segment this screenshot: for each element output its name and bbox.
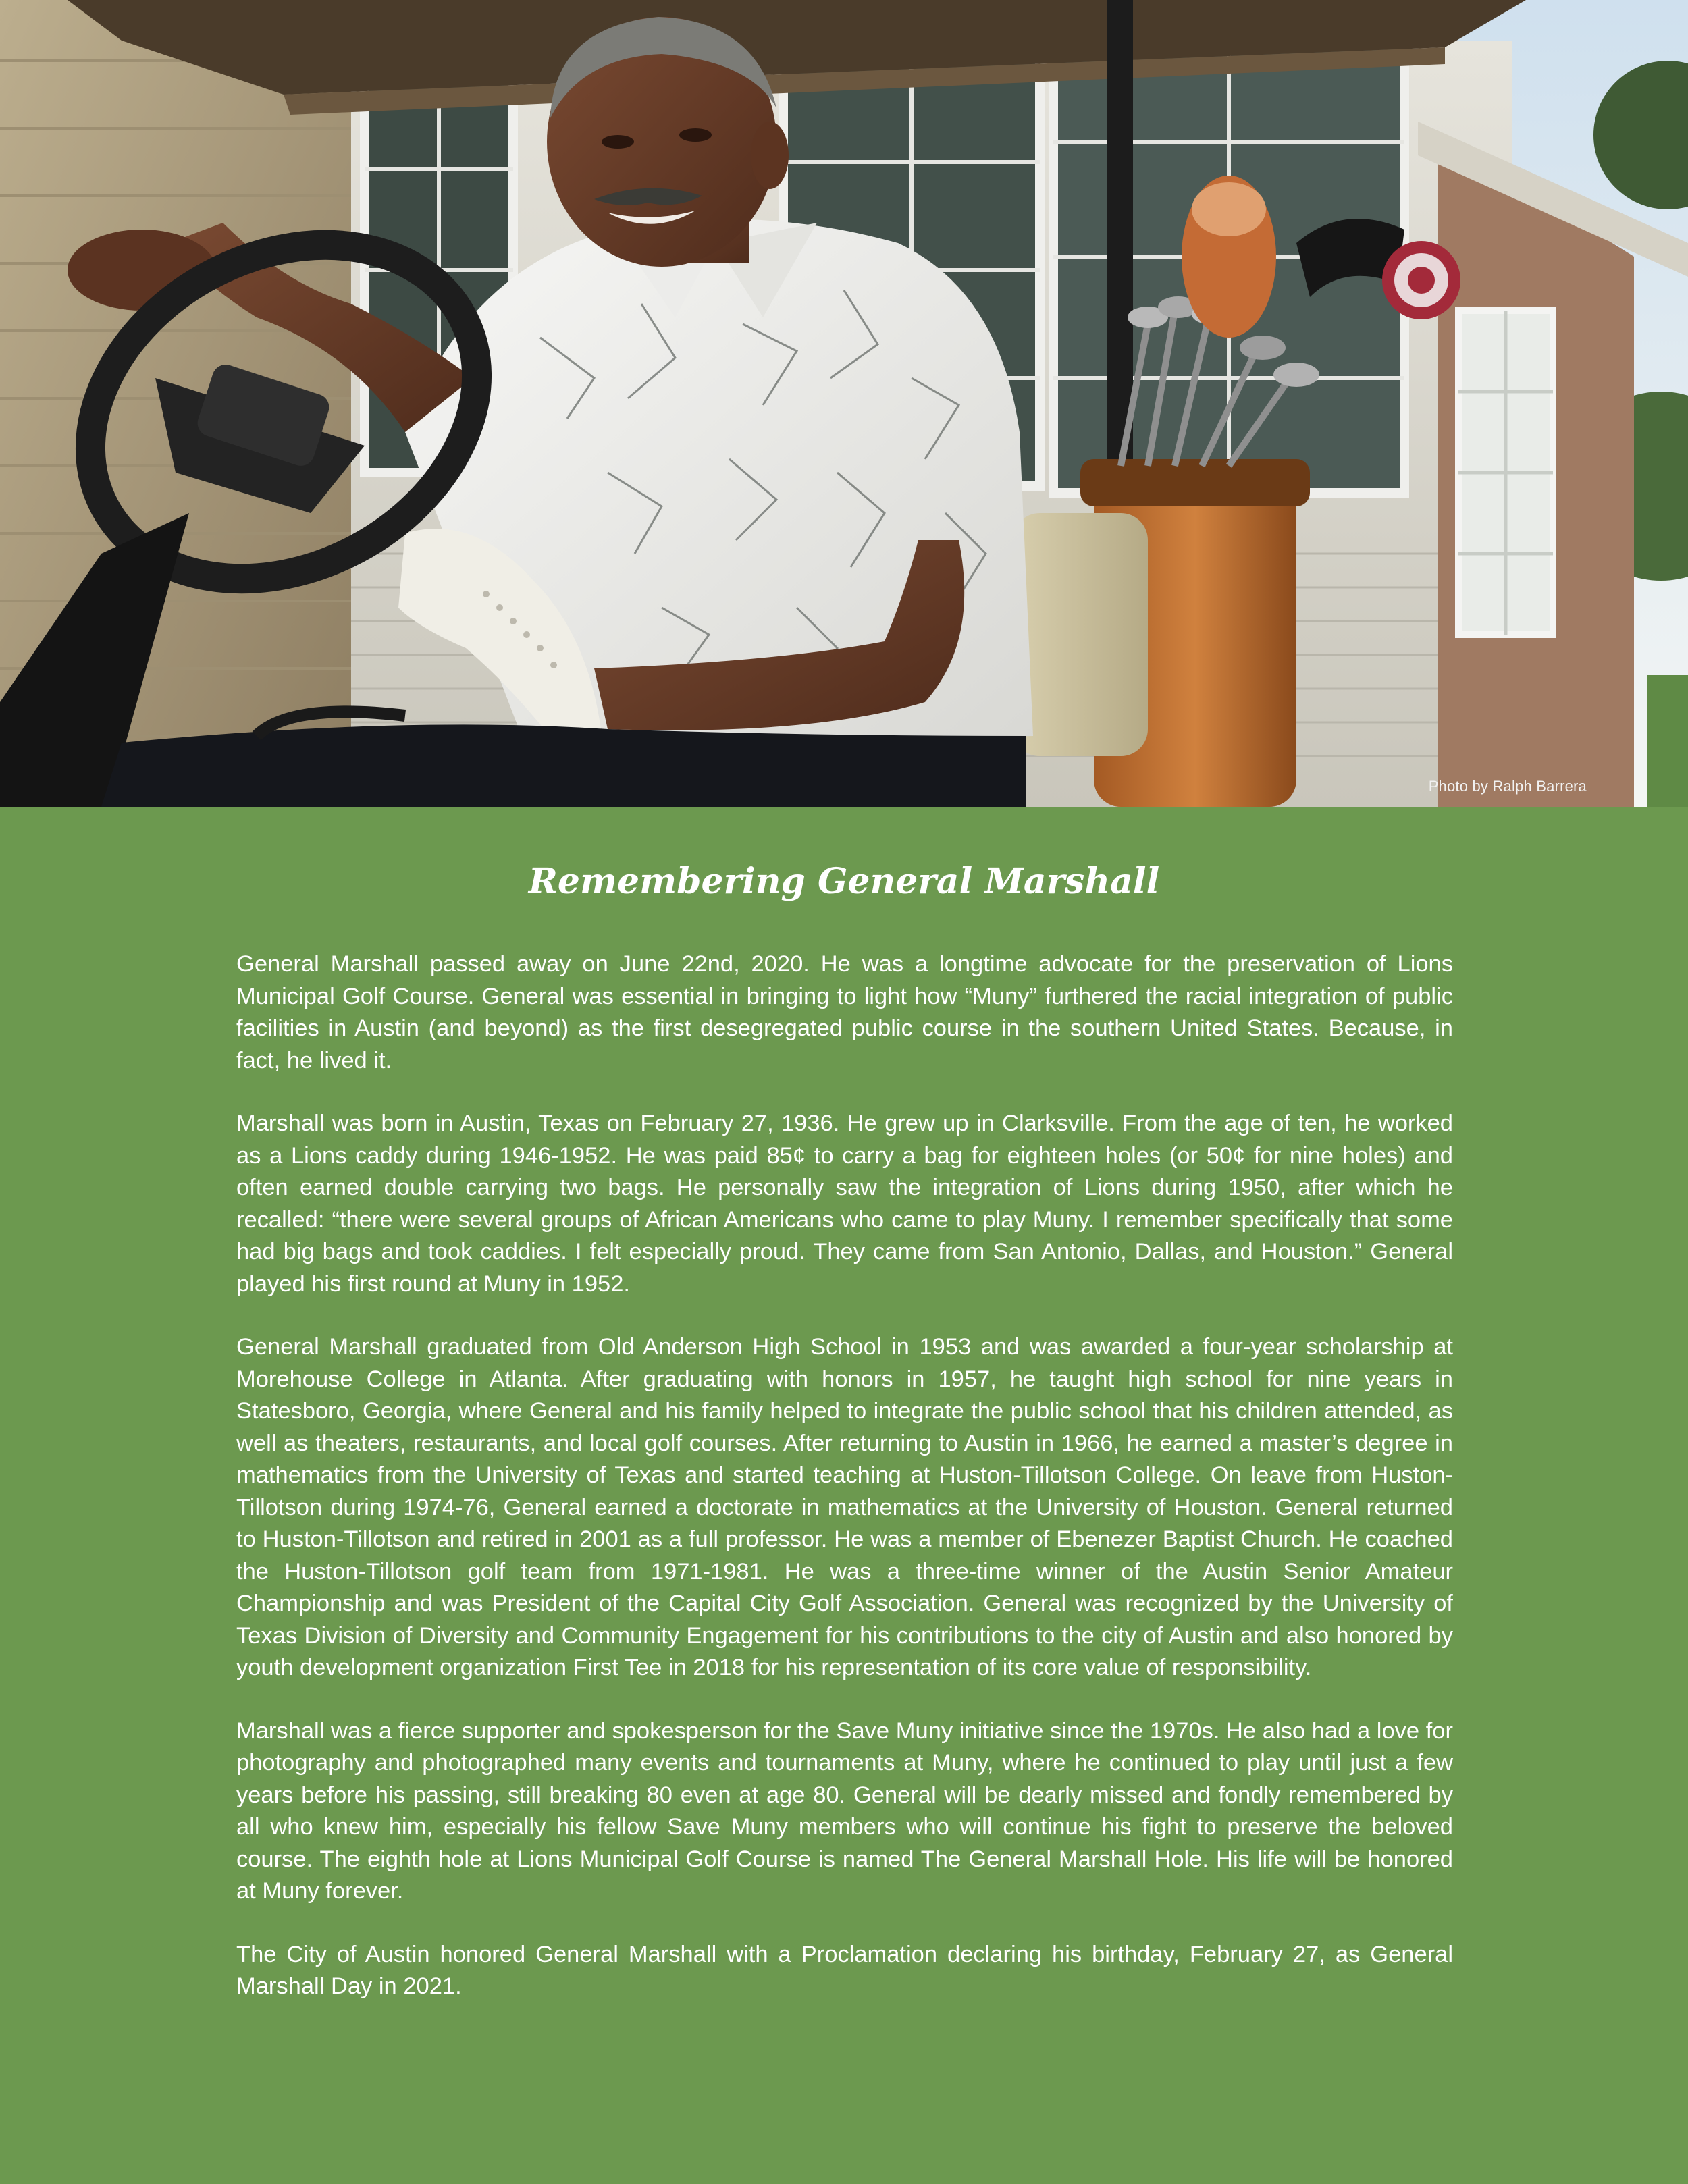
photo-illustration	[0, 0, 1688, 807]
article-paragraph: General Marshall graduated from Old Anderson High School in 1953 and was awarded a four-year scholarship at Morehouse College in Atlanta. After graduating with honors in 1957, he taught high school for nine years in Statesboro, Georgia, where General and his family helped to integrate the public school that his children attended, as well as theaters, restaurants, and local golf courses. After returning to Austin in 1966, he earned a master’s degree in mathematics from the University of Texas and started teaching at Huston-Tillotson College. On leave from Huston-Tillotson during 1974-76, General earned a doctorate in mathematics at the University of Houston. General returned to Huston-Tillotson and retired in 2001 as a full professor. He was a member of Ebenezer Baptist Church. He coached the Huston-Tillotson golf team from 1971-1981. He was a three-time winner of the Austin Senior Amateur Championship and was President of the Capital City Golf Association. General was recognized by the University of Texas Division of Diversity and Community Engagement for his contributions to the city of Austin and also honored by youth development organization First Tee in 2018 for his representation of its core value of responsibility.	[236, 1334, 1453, 1680]
article-paragraph: Marshall was born in Austin, Texas on February 27, 1936. He grew up in Clarksville. From the age of ten, he worked as a Lions caddy during 1946-1952. He was paid 85¢ to carry a bag for eighteen holes (or 50¢ for nine holes) and often earned double carrying two bags. He personally saw the integration of Lions during 1950, after which he recalled: “there were several groups of African Americans who came to play Muny. I remember specifically that some had big bags and took caddies. I felt especially proud. They came from San Antonio, Dallas, and Houston.” General played his first round at Muny in 1952.	[236, 1111, 1453, 1297]
article-paragraph: General Marshall passed away on June 22nd, 2020. He was a longtime advocate for the preservation of Lions Municipal Golf Course. General was essential in bringing to light how “Muny” furthered the racial integration of public facilities in Austin (and beyond) as the first desegregated public course in the southern United States. Because, in fact, he lived it.	[236, 951, 1453, 1073]
article-title: Remembering General Marshall	[528, 861, 1160, 902]
portrait-photo	[0, 0, 1688, 807]
article-paragraph: The City of Austin honored General Marshall with a Proclamation declaring his birthday, February 27, as General Marshall Day in 2021.	[236, 1941, 1453, 1999]
article-body	[236, 949, 1453, 2034]
article-paragraph: Marshall was a fierce supporter and spokesperson for the Save Muny initiative since the 1970s. He also had a love for photography and photographed many events and tournaments at Muny, where he continued to play until just a few years before his passing, still breaking 80 even at age 80. General will be dearly missed and fondly remembered by all who knew him, especially his fellow Save Muny members who will continue his fight to preserve the beloved course. The eighth hole at Lions Municipal Golf Course is named The General Marshall Hole. His life will be honored at Muny forever.	[236, 1717, 1453, 1904]
photo-credit: Photo by Ralph Barrera	[1428, 778, 1587, 795]
